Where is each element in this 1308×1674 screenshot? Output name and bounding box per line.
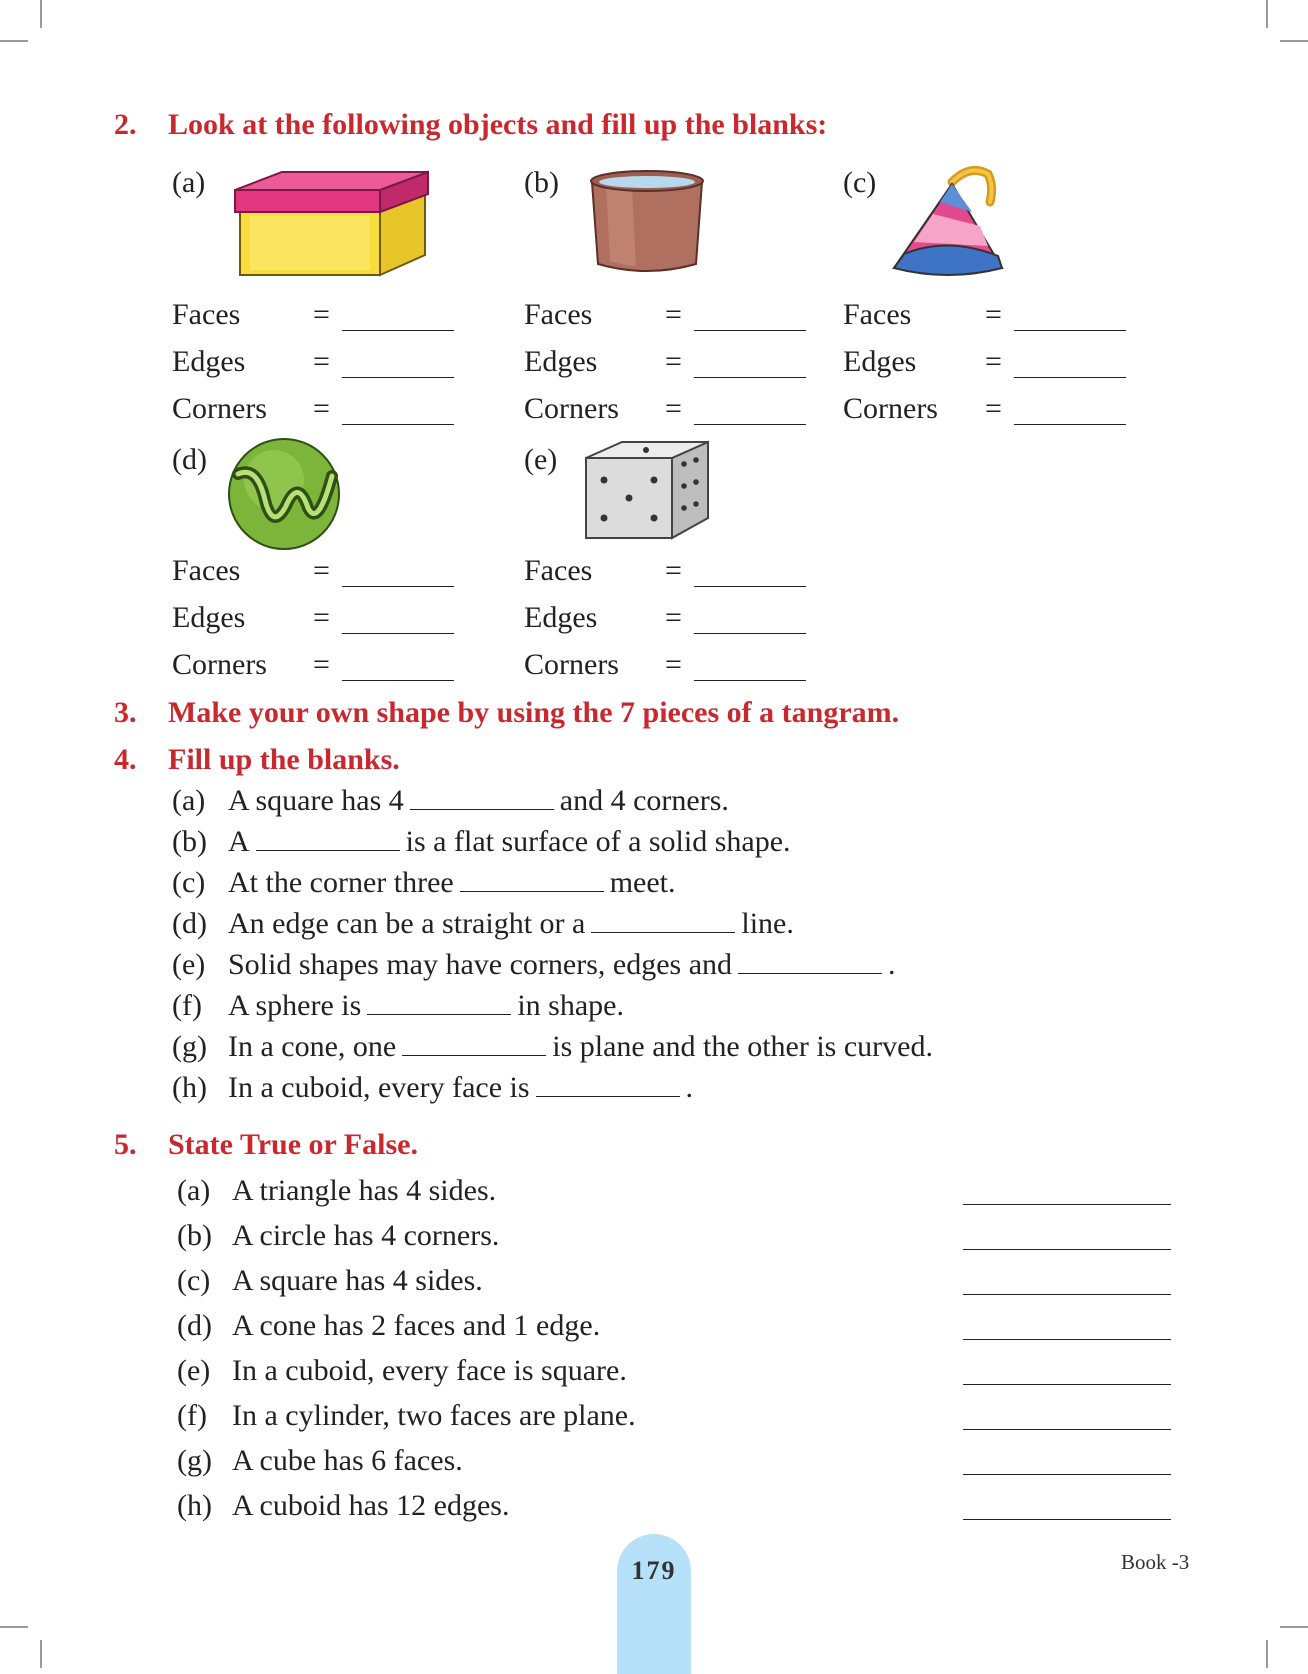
answer-blank[interactable] <box>963 1474 1171 1475</box>
true-false-letter: (d) <box>177 1309 212 1342</box>
true-false-letter: (g) <box>177 1444 212 1477</box>
answer-blank[interactable] <box>694 424 806 425</box>
fill-blank-item: An edge can be a straight or a line. <box>228 907 794 940</box>
fill-blank-letter: (h) <box>172 1071 207 1104</box>
page-number: 179 <box>631 1556 677 1585</box>
cube-dice-icon <box>582 436 712 542</box>
equals-sign: = <box>665 601 682 634</box>
equals-sign: = <box>665 392 682 425</box>
crop-mark <box>40 0 42 28</box>
answer-blank[interactable] <box>342 330 454 331</box>
object-e-label: (e) <box>524 443 558 476</box>
answer-blank[interactable] <box>963 1339 1171 1340</box>
answer-blank[interactable] <box>410 787 554 810</box>
answer-blank[interactable] <box>367 992 511 1015</box>
answer-blank[interactable] <box>1014 330 1126 331</box>
object-b-label: (b) <box>524 166 559 199</box>
answer-blank[interactable] <box>963 1249 1171 1250</box>
answer-blank[interactable] <box>694 633 806 634</box>
equals-sign: = <box>985 345 1002 378</box>
question-5-title: State True or False. <box>168 1128 418 1161</box>
page-number-tab <box>617 1534 691 1674</box>
true-false-letter: (e) <box>177 1354 211 1387</box>
question-5-number: 5. <box>114 1128 137 1161</box>
object-a-label: (a) <box>172 166 206 199</box>
fill-blank-letter: (e) <box>172 948 206 981</box>
answer-blank[interactable] <box>694 330 806 331</box>
true-false-letter: (b) <box>177 1219 212 1252</box>
true-false-statement: A triangle has 4 sides. <box>232 1174 497 1207</box>
true-false-letter: (f) <box>177 1399 207 1432</box>
object-b-faces-label: Faces <box>524 298 593 331</box>
true-false-statement: A square has 4 sides. <box>232 1264 483 1297</box>
answer-blank[interactable] <box>694 680 806 681</box>
cylinder-pot-icon <box>586 166 708 276</box>
question-4-number: 4. <box>114 743 137 776</box>
equals-sign: = <box>313 392 330 425</box>
object-c-corners-label: Corners <box>843 392 938 425</box>
crop-mark <box>1280 1626 1308 1628</box>
crop-mark <box>1280 40 1308 42</box>
object-b-edges-label: Edges <box>524 345 598 378</box>
question-2-number: 2. <box>114 108 137 141</box>
true-false-letter: (a) <box>177 1174 211 1207</box>
equals-sign: = <box>313 554 330 587</box>
answer-blank[interactable] <box>1014 377 1126 378</box>
object-e-edges-label: Edges <box>524 601 598 634</box>
crop-mark <box>40 1640 42 1668</box>
fill-blank-item: Solid shapes may have corners, edges and . <box>228 948 896 981</box>
object-d-label: (d) <box>172 443 207 476</box>
answer-blank[interactable] <box>963 1294 1171 1295</box>
true-false-statement: A cone has 2 faces and 1 edge. <box>232 1309 601 1342</box>
true-false-statement: In a cuboid, every face is square. <box>232 1354 627 1387</box>
equals-sign: = <box>313 648 330 681</box>
crop-mark <box>0 40 28 42</box>
true-false-statement: A circle has 4 corners. <box>232 1219 500 1252</box>
equals-sign: = <box>313 601 330 634</box>
fill-blank-letter: (c) <box>172 866 206 899</box>
answer-blank[interactable] <box>342 424 454 425</box>
object-d-edges-label: Edges <box>172 601 246 634</box>
question-2-title: Look at the following objects and fill up the blanks: <box>168 108 828 141</box>
question-3-title: Make your own shape by using the 7 pieces of a tangram. <box>168 696 900 729</box>
object-d-corners-label: Corners <box>172 648 267 681</box>
answer-blank[interactable] <box>694 377 806 378</box>
equals-sign: = <box>665 298 682 331</box>
object-a-faces-label: Faces <box>172 298 241 331</box>
fill-blank-item: In a cuboid, every face is . <box>228 1071 694 1104</box>
answer-blank[interactable] <box>963 1429 1171 1430</box>
crop-mark <box>0 1626 28 1628</box>
object-e-corners-label: Corners <box>524 648 619 681</box>
equals-sign: = <box>985 392 1002 425</box>
fill-blank-letter: (g) <box>172 1030 207 1063</box>
object-e-faces-label: Faces <box>524 554 593 587</box>
true-false-letter: (h) <box>177 1489 212 1522</box>
sphere-ball-icon <box>226 436 342 552</box>
object-b-corners-label: Corners <box>524 392 619 425</box>
object-c-edges-label: Edges <box>843 345 917 378</box>
equals-sign: = <box>985 298 1002 331</box>
answer-blank[interactable] <box>694 586 806 587</box>
cuboid-box-icon <box>230 160 430 280</box>
equals-sign: = <box>313 298 330 331</box>
answer-blank[interactable] <box>342 377 454 378</box>
fill-blank-item: A is a flat surface of a solid shape. <box>228 825 791 858</box>
answer-blank[interactable] <box>963 1384 1171 1385</box>
object-a-corners-label: Corners <box>172 392 267 425</box>
object-a-edges-label: Edges <box>172 345 246 378</box>
true-false-letter: (c) <box>177 1264 211 1297</box>
equals-sign: = <box>665 554 682 587</box>
answer-blank[interactable] <box>256 828 400 851</box>
answer-blank[interactable] <box>963 1519 1171 1520</box>
fill-blank-letter: (d) <box>172 907 207 940</box>
book-label: Book -3 <box>1121 1550 1190 1574</box>
object-c-label: (c) <box>843 166 877 199</box>
question-4-title: Fill up the blanks. <box>168 743 400 776</box>
fill-blank-letter: (f) <box>172 989 202 1022</box>
question-3-number: 3. <box>114 696 137 729</box>
answer-blank[interactable] <box>591 910 735 933</box>
cone-hat-icon <box>890 164 1010 284</box>
true-false-statement: A cuboid has 12 edges. <box>232 1489 510 1522</box>
true-false-statement: A cube has 6 faces. <box>232 1444 463 1477</box>
object-d-faces-label: Faces <box>172 554 241 587</box>
answer-blank[interactable] <box>342 680 454 681</box>
answer-blank[interactable] <box>536 1074 680 1097</box>
answer-blank[interactable] <box>460 869 604 892</box>
answer-blank[interactable] <box>342 586 454 587</box>
crop-mark <box>1266 1640 1268 1668</box>
answer-blank[interactable] <box>342 633 454 634</box>
crop-mark <box>1266 0 1268 28</box>
object-c-faces-label: Faces <box>843 298 912 331</box>
fill-blank-item: A square has 4 and 4 corners. <box>228 784 729 817</box>
answer-blank[interactable] <box>402 1033 546 1056</box>
fill-blank-letter: (a) <box>172 784 206 817</box>
answer-blank[interactable] <box>738 951 882 974</box>
answer-blank[interactable] <box>963 1204 1171 1205</box>
fill-blank-item: At the corner three meet. <box>228 866 676 899</box>
equals-sign: = <box>313 345 330 378</box>
equals-sign: = <box>665 648 682 681</box>
answer-blank[interactable] <box>1014 424 1126 425</box>
equals-sign: = <box>665 345 682 378</box>
fill-blank-item: A sphere is in shape. <box>228 989 624 1022</box>
true-false-statement: In a cylinder, two faces are plane. <box>232 1399 636 1432</box>
fill-blank-item: In a cone, one is plane and the other is curved. <box>228 1030 933 1063</box>
fill-blank-letter: (b) <box>172 825 207 858</box>
